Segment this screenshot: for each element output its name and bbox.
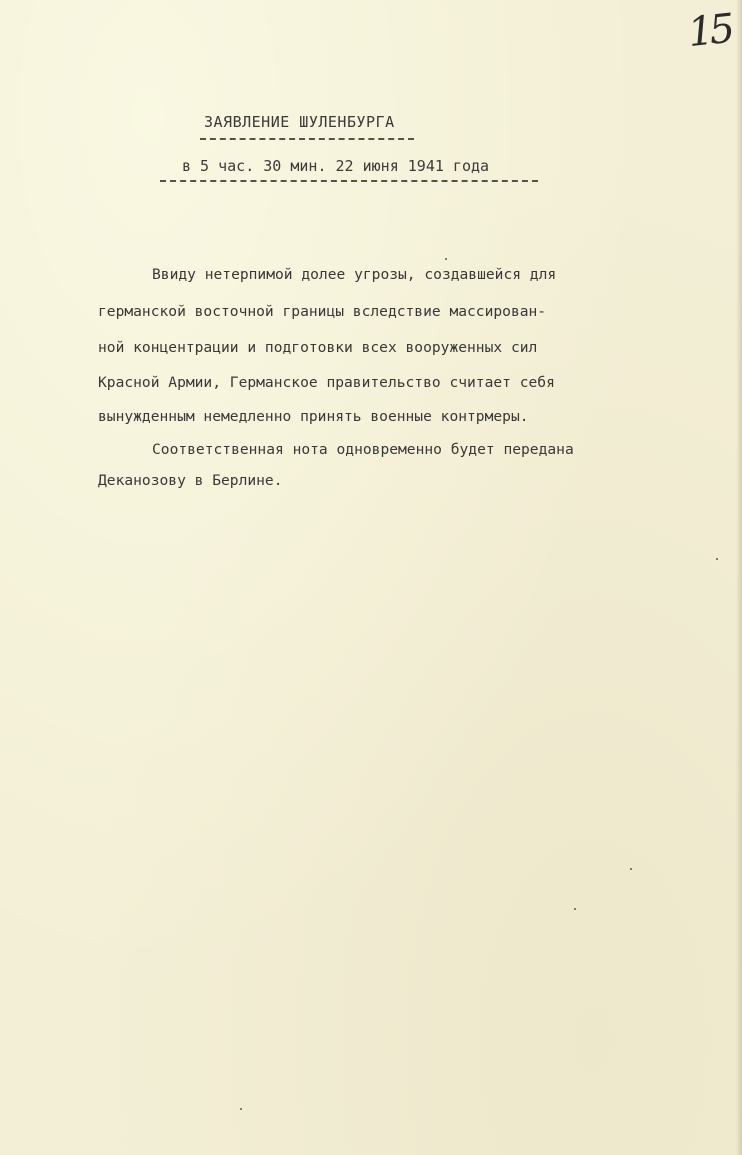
document-title: ЗАЯВЛЕНИЕ ШУЛЕНБУРГА	[204, 113, 395, 131]
paragraph-1-line-2: германской восточной границы вследствие массирован-	[98, 303, 547, 320]
paragraph-2-line-1: Соответственная нота одновременно будет передана	[152, 441, 574, 458]
document-subtitle: в 5 час. 30 мин. 22 июня 1941 года	[182, 157, 490, 175]
paper-speck	[630, 868, 632, 870]
paragraph-2-line-2: Деканозову в Берлине.	[98, 472, 283, 489]
paper-speck	[716, 558, 718, 560]
paper-speck	[574, 908, 576, 910]
paragraph-1-line-3: ной концентрации и подготовки всех вооруженных сил	[98, 339, 538, 356]
paragraph-1-line-4: Красной Армии, Германское правительство считает себя	[98, 374, 555, 391]
title-underline	[200, 138, 414, 142]
paragraph-1-line-5: вынужденным немедленно принять военные контрмеры.	[98, 408, 529, 425]
paragraph-1-line-1: Ввиду нетерпимой долеe угрозы, создавшейся для	[152, 266, 557, 283]
paper-speck	[240, 1108, 242, 1110]
subtitle-underline	[160, 180, 538, 184]
paper-speck	[445, 258, 447, 260]
page-edge-shadow	[736, 0, 742, 1155]
handwritten-page-number: 15	[685, 5, 734, 57]
